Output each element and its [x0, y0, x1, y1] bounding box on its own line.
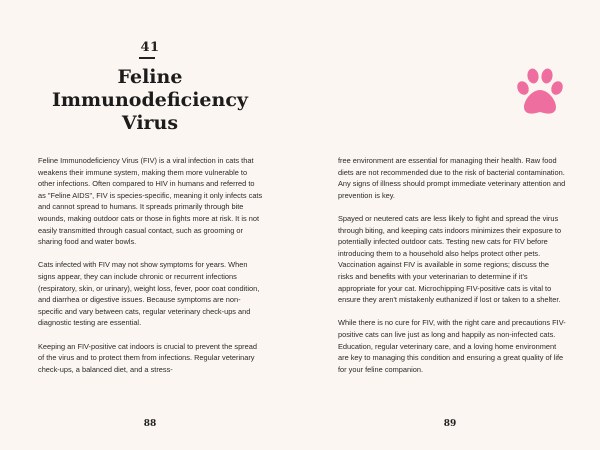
paragraph: Keeping an FIV-positive cat indoors is crucial to prevent the spread of the virus and to protect them from infections. Regular veterinary check-ups, a balanced diet, and a stress- [38, 341, 257, 374]
paw-print-icon [514, 66, 566, 118]
paw-toe-1 [515, 79, 531, 96]
paragraph: Cats infected with FIV may not show symptoms for years. When signs appear, they can include chronic or recurrent infections (respiratory, skin, or urinary), weight loss, fever, poor coat condition, and diarrhea or digestive issues. Because symptoms are non-specific and vary between cats, regular veterinary check-ups and diagnostic testing are essential. [38, 260, 260, 328]
paw-toe-3 [540, 68, 553, 85]
page-number-left: 88 [143, 419, 157, 429]
title-line: Feline [117, 66, 183, 88]
left-body-text [38, 155, 264, 387]
right-page [300, 0, 600, 450]
paragraph: Spayed or neutered cats are less likely to fight and spread the virus through biting, and keeping cats indoors minimizes their exposure to potentially infected outdoor cats. Testing new cats for FIV before introducing them to a household also helps protect other pets. Vaccination against FIV is available in some regions; discuss the risks and benefits with your veterinarian to determine if it's appropriate for your cat. Microchipping FIV-positive cats is vital to ensure they aren't mistakenly euthanized if lost or taken to a shelter. [338, 213, 562, 305]
paw-toe-2 [526, 68, 539, 85]
right-body-text [338, 155, 566, 387]
chapter-number: 41 [140, 40, 160, 55]
chapter-number-underline [139, 57, 155, 59]
title-line: Immunodeficiency [52, 89, 248, 111]
title-line: Virus [121, 112, 179, 134]
page-number-right: 89 [443, 419, 457, 429]
paw-pad [524, 90, 556, 114]
page-title [0, 66, 300, 135]
paragraph: free environment are essential for managing their health. Raw food diets are not recommended due to the risk of bacterial contamination. Any signs of illness should prompt immediate veterinary attention and prevention is key. [338, 156, 566, 200]
paragraph: Feline Immunodeficiency Virus (FIV) is a viral infection in cats that weakens their immune system, making them more vulnerable to other infections. Often compared to HIV in humans and referred to as "Feline AIDS", FIV is species-specific, meaning it only infects cats and cannot spread to humans. It spreads primarily through bite wounds, making outdoor cats or those in fights more at risk. It is not easily transmitted through casual contact, such as grooming or sharing food and water bowls. [38, 156, 263, 247]
paragraph: While there is no cure for FIV, with the right care and precautions FIV-positive cats can live just as long and happily as non-infected cats. Education, regular veterinary care, and a loving home environment are key to managing this condition and ensuring a great quality of life for your feline companion. [338, 318, 566, 374]
paw-toe-4 [549, 79, 565, 96]
